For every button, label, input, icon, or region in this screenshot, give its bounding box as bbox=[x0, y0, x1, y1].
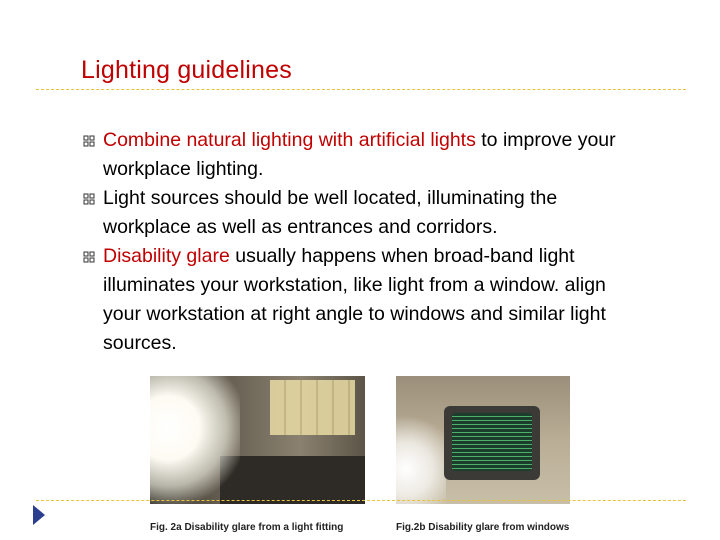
photo-light-fitting-glare bbox=[150, 376, 365, 504]
figure-caption: Fig.2b Disability glare from windows bbox=[396, 522, 570, 533]
notice-board bbox=[270, 380, 355, 435]
light-glare bbox=[150, 376, 240, 504]
monitor-screen bbox=[452, 413, 532, 471]
box-bullet-icon bbox=[83, 135, 95, 147]
window-glare bbox=[396, 416, 446, 504]
bullet-highlight: Combine natural lighting with artificial lights bbox=[103, 129, 476, 151]
top-divider bbox=[36, 89, 686, 90]
figure-caption: Fig. 2a Disability glare from a light fitting bbox=[150, 522, 344, 533]
bullet-highlight: Disability glare bbox=[103, 245, 230, 267]
crt-monitor bbox=[444, 406, 540, 480]
bullet-item bbox=[83, 184, 643, 242]
box-bullet-icon bbox=[83, 193, 95, 205]
play-arrow-icon[interactable] bbox=[33, 505, 45, 525]
bullet-item bbox=[83, 242, 643, 358]
bottom-divider bbox=[36, 500, 686, 501]
slide-title: Lighting guidelines bbox=[81, 56, 292, 84]
bullet-text: to improve your workplace lighting. bbox=[103, 129, 616, 180]
bullet-list bbox=[83, 126, 643, 358]
bullet-item bbox=[83, 126, 643, 184]
photo-window-glare bbox=[396, 376, 570, 504]
desk bbox=[220, 456, 365, 504]
bullet-text: usually happens when broad-band light illuminates your workstation, like light from a window. align your workstation at right angle to windows and similar light sources. bbox=[103, 245, 606, 354]
box-bullet-icon bbox=[83, 251, 95, 263]
bullet-text: Light sources should be well located, illuminating the workplace as well as entrances and corridors. bbox=[103, 187, 558, 238]
